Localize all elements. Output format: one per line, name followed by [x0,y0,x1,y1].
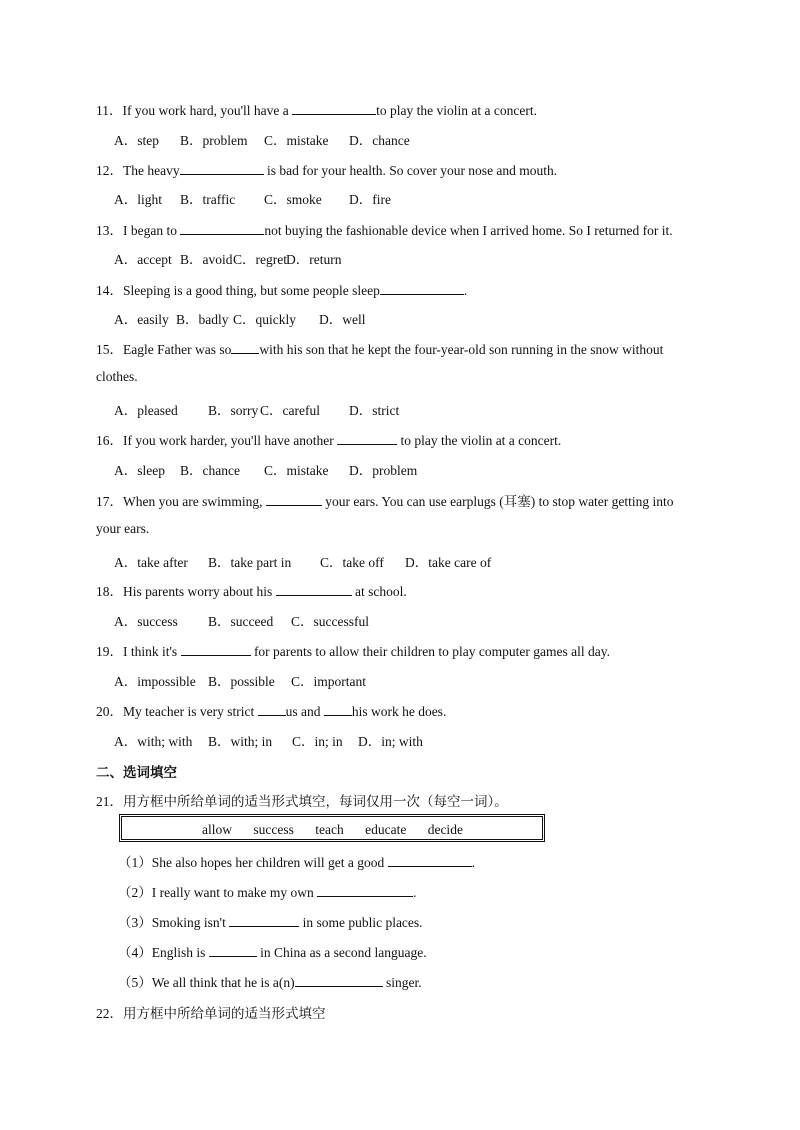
answer-blank[interactable] [181,642,251,657]
section-heading: 二、选词填空 [96,765,177,780]
question-text: If you work harder, you'll have another [123,433,338,448]
question-text: I began to [123,223,181,238]
option-d[interactable]: D．chance [349,133,410,148]
option-c[interactable]: C．smoke [264,192,322,207]
option-b[interactable]: B．chance [180,463,240,478]
question-text: to play the violin at a concert. [397,433,562,448]
option-b[interactable]: B．badly [176,312,229,327]
word-bank-item: teach [315,822,344,837]
subquestion-1 [118,851,475,871]
question-number: 18． [96,584,123,599]
question-15 [96,338,663,358]
question-text: Eagle Father was so [123,342,232,357]
subquestion-text: English is [151,945,209,960]
question-text: Sleeping is a good thing, but some people sleep [123,283,380,298]
answer-blank[interactable] [276,582,352,597]
question-number: 19． [96,644,123,659]
option-d[interactable]: D．strict [349,403,400,418]
question-text: not buying the fashionable device when I arrived home. So I returned for it. [264,223,673,238]
subquestion-3 [118,911,423,931]
answer-blank[interactable] [295,973,383,988]
question-text: If you work hard, you'll have a [122,103,293,118]
question-text: The heavy [123,163,180,178]
answer-blank[interactable] [180,221,264,236]
question-text: 用方框中所给单词的适当形式填空 [123,1006,326,1021]
question-text: is bad for your health. So cover your nose and mouth. [263,163,558,178]
question-text: . [463,283,468,298]
option-b[interactable]: B．sorry [208,403,259,418]
option-c[interactable]: C．important [291,674,366,689]
option-d[interactable]: D．take care of [405,555,492,570]
question-number: 15． [96,342,123,357]
question-20 [96,700,446,720]
option-d[interactable]: D．fire [349,192,391,207]
word-bank-item: decide [427,822,463,837]
question-number: 11． [96,103,123,118]
option-c[interactable]: C．regret [233,252,287,267]
option-c[interactable]: C．mistake [264,463,329,478]
question-18 [96,580,407,600]
question-text: your ears. You can use earplugs (耳塞) to stop water getting into [321,494,674,509]
answer-blank[interactable] [180,161,264,176]
option-c[interactable]: C．take off [320,555,384,570]
option-d[interactable]: D．well [319,312,366,327]
subquestion-number: （5） [118,975,152,990]
question-text: When you are swimming, [123,494,266,509]
option-b[interactable]: B．succeed [208,614,274,629]
question-16 [96,429,561,449]
question-text: 用方框中所给单词的适当形式填空，每词仅用一次（每空一词）。 [123,794,508,809]
question-12 [96,159,557,179]
question-text: with his son that he kept the four-year-old son running in the snow without [259,342,664,357]
subquestion-text: singer. [382,975,422,990]
question-text: I think it's [123,644,181,659]
question-21 [96,790,508,810]
subquestion-number: （1） [118,855,152,870]
question-number: 12． [96,163,123,178]
subquestion-text: She also hopes her children will get a good [151,855,388,870]
question-11 [96,99,537,119]
word-bank-item: success [253,822,294,837]
subquestion-number: （4） [118,945,152,960]
question-text: at school. [351,584,407,599]
question-22 [96,1002,326,1022]
option-c[interactable]: C．successful [291,614,369,629]
question-number: 17． [96,494,123,509]
answer-blank[interactable] [209,943,257,958]
answer-blank[interactable] [229,913,299,928]
question-text: us and [285,704,324,719]
option-c[interactable]: C．quickly [233,312,296,327]
option-a[interactable]: A．easily [114,312,169,327]
option-a[interactable]: A．accept [114,252,172,267]
subquestion-number: （3） [118,915,152,930]
question-number: 21． [96,794,123,809]
subquestion-5 [118,971,422,991]
option-d[interactable]: D．problem [349,463,418,478]
question-text: his work he does. [351,704,447,719]
answer-blank[interactable] [337,431,397,446]
subquestion-text: . [413,885,417,900]
subquestion-text: . [471,855,475,870]
answer-blank[interactable] [292,101,376,116]
subquestion-text: I really want to make my own [151,885,318,900]
option-b[interactable]: B．traffic [180,192,236,207]
answer-blank[interactable] [380,281,464,296]
option-a[interactable]: A．success [114,614,178,629]
option-c[interactable]: C．in; in [292,734,343,749]
question-14 [96,279,467,299]
option-b[interactable]: B．take part in [208,555,292,570]
subquestion-text: We all think that he is a(n) [151,975,295,990]
option-c[interactable]: C．mistake [264,133,329,148]
subquestion-4 [118,941,427,961]
question-text: to play the violin at a concert. [376,103,537,118]
option-b[interactable]: B．with; in [208,734,273,749]
answer-blank[interactable] [317,883,413,898]
question-number: 20． [96,704,123,719]
word-bank-item: educate [365,822,407,837]
question-15-continued: clothes. [96,369,138,384]
subquestion-number: （2） [118,885,152,900]
question-text: for parents to allow their children to play computer games all day. [250,644,610,659]
option-b[interactable]: B．possible [208,674,275,689]
subquestion-text: Smoking isn't [151,915,230,930]
word-bank-item: allow [202,822,232,837]
option-a[interactable]: A．light [114,192,163,207]
answer-blank[interactable] [388,853,472,868]
option-c[interactable]: C．careful [260,403,320,418]
option-a[interactable]: A．impossible [114,674,196,689]
question-number: 13． [96,223,123,238]
option-a[interactable]: A．step [114,133,159,148]
answer-blank[interactable] [266,492,322,507]
question-number: 22． [96,1006,123,1021]
answer-blank[interactable] [231,340,259,355]
option-b[interactable]: B．avoid [180,252,233,267]
option-a[interactable]: A．sleep [114,463,165,478]
question-19 [96,640,610,660]
option-b[interactable]: B．problem [180,133,248,148]
question-text: My teacher is very strict [123,704,258,719]
answer-blank-1[interactable] [258,702,286,717]
option-a[interactable]: A．with; with [114,734,193,749]
question-17 [96,490,674,510]
question-17-continued: your ears. [96,521,150,536]
subquestion-text: in China as a second language. [256,945,427,960]
word-bank-box [119,814,545,842]
question-number: 16． [96,433,123,448]
option-a[interactable]: A．pleased [114,403,178,418]
answer-blank-2[interactable] [324,702,352,717]
subquestion-2 [118,881,416,901]
option-a[interactable]: A．take after [114,555,188,570]
subquestion-text: in some public places. [299,915,423,930]
question-text: His parents worry about his [123,584,276,599]
option-d[interactable]: D．return [286,252,342,267]
question-13 [96,219,673,239]
question-number: 14． [96,283,123,298]
option-d[interactable]: D．in; with [358,734,423,749]
